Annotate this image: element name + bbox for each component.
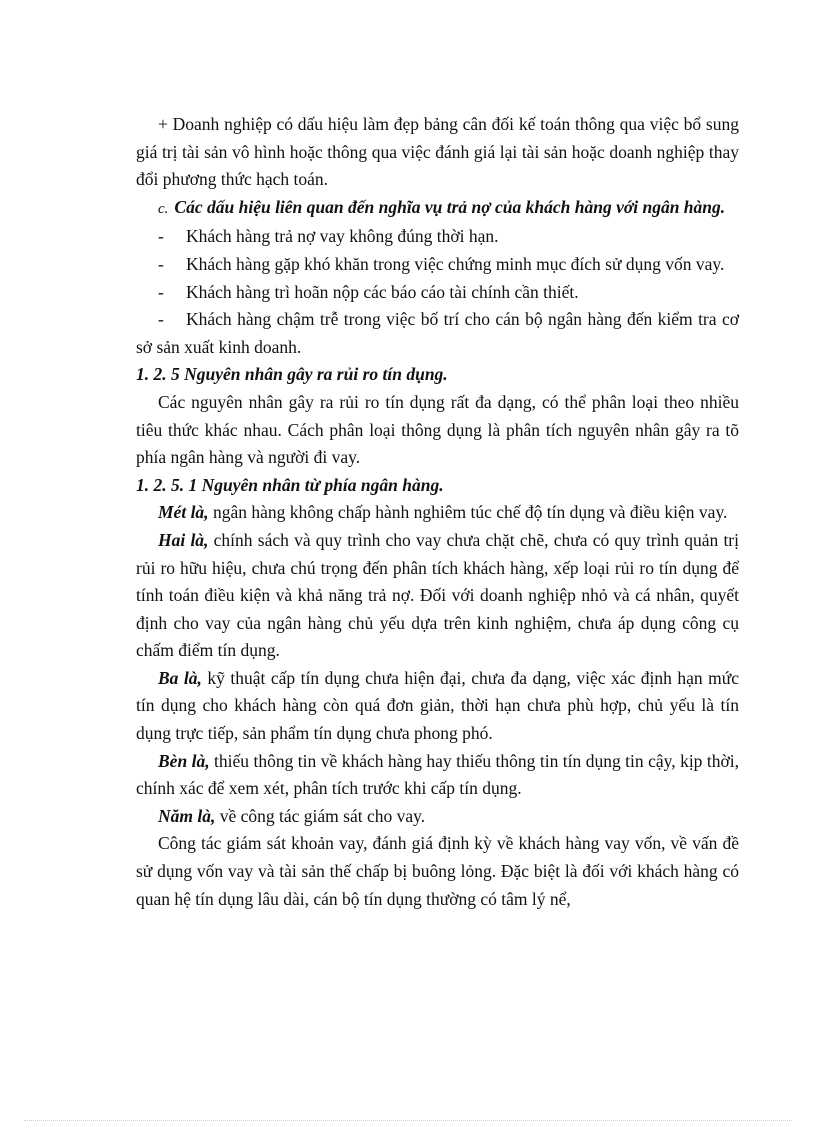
section-c-title: Các dấu hiệu liên quan đến nghĩa vụ trả nợ của khách hàng với ngân hàng. (174, 196, 726, 217)
paragraph-causes: Các nguyên nhân gây ra rủi ro tín dụng rất đa dạng, có thể phân loại theo nhiều tiêu thức khác nhau. Cách phân loại thông dụng là phân tích nguyên nhân gây ra tõ phía ngân hàng và người đi vay. (136, 391, 739, 468)
paragraph-third (136, 665, 739, 748)
list-item (136, 251, 739, 279)
label-first: Mét là, (158, 502, 209, 523)
label-fifth: Năm là, (158, 805, 216, 826)
bullet-dash: - (158, 309, 164, 330)
section-c-letter: c. (158, 200, 169, 217)
paragraph-balance-sheet: + Doanh nghiệp có dấu hiệu làm đẹp bảng cân đối kế toán thông qua việc bổ sung giá trị tài sản vô hình hoặc thông qua việc đánh giá lại tài sản hoặc doanh nghiệp thay đổi phương thức hạch toán. (136, 114, 739, 190)
page-body (136, 111, 739, 913)
heading-1-2-5: 1. 2. 5 Nguyên nhân gây ra rủi ro tín dụng. (136, 364, 448, 385)
label-second: Hai là, (158, 529, 209, 550)
text-fourth: thiếu thông tin về khách hàng hay thiếu thông tin tín dụng tin cậy, kịp thời, chính xác để xem xét, phân tích trước khi cấp tín dụng. (136, 750, 739, 799)
text-fifth: về công tác giám sát cho vay. (215, 805, 426, 826)
label-fourth: Bèn là, (158, 750, 210, 771)
list-item (136, 223, 739, 251)
bullet-dash: - (158, 253, 164, 274)
page-bottom-divider (24, 1120, 792, 1121)
list-item-text: Khách hàng gặp khó khăn trong việc chứng minh mục đích sử dụng vốn vay. (186, 253, 725, 274)
bullet-dash: - (158, 281, 164, 302)
paragraph-first (136, 499, 739, 527)
list-item-text: Khách hàng trả nợ vay không đúng thời hạn. (186, 226, 499, 247)
section-c-heading (136, 194, 739, 224)
paragraph-fifth (136, 803, 739, 831)
list-item-text: Khách hàng chậm trễ trong việc bố trí cho cán bộ ngân hàng đến kiểm tra cơ sở sản xuất kinh doanh. (136, 309, 739, 357)
list-item (136, 306, 739, 361)
paragraph-second (136, 527, 739, 665)
text-third: kỹ thuật cấp tín dụng chưa hiện đại, chưa đa dạng, việc xác định hạn mức tín dụng cho khách hàng còn quá đơn giản, thời hạn chưa phù hợp, chủ yếu là tín dụng trực tiếp, sản phẩm tín dụng chưa phong phó. (136, 667, 739, 744)
label-third: Ba là, (158, 667, 202, 688)
bullet-dash: - (158, 226, 164, 247)
heading-1-2-5-1: 1. 2. 5. 1 Nguyên nhân từ phía ngân hàng. (136, 474, 444, 495)
paragraph-fourth (136, 748, 739, 803)
list-item-text: Khách hàng trì hoãn nộp các báo cáo tài chính cần thiết. (186, 281, 579, 302)
text-second: chính sách và quy trình cho vay chưa chặt chẽ, chưa có quy trình quản trị rủi ro hữu hiệu, chưa chú trọng đến phân tích khách hàng, xếp loại rủi ro tín dụng để tính toán điều kiện và khả năng trả nợ. Đối với doanh nghiệp nhỏ và cá nhân, quyết định cho vay của ngân hàng chủ yếu dựa trên kinh nghiệm, chưa áp dụng công cụ chấm điểm tín dụng. (136, 529, 739, 661)
paragraph-monitoring: Công tác giám sát khoản vay, đánh giá định kỳ về khách hàng vay vốn, về vấn đề sử dụng vốn vay và tài sản thế chấp bị buông lỏng. Đặc biệt là đối với khách hàng có quan hệ tín dụng lâu dài, cán bộ tín dụng thường có tâm lý nể, (136, 833, 739, 909)
text-first: ngân hàng không chấp hành nghiêm túc chế độ tín dụng và điều kiện vay. (208, 502, 728, 523)
list-item (136, 279, 739, 307)
